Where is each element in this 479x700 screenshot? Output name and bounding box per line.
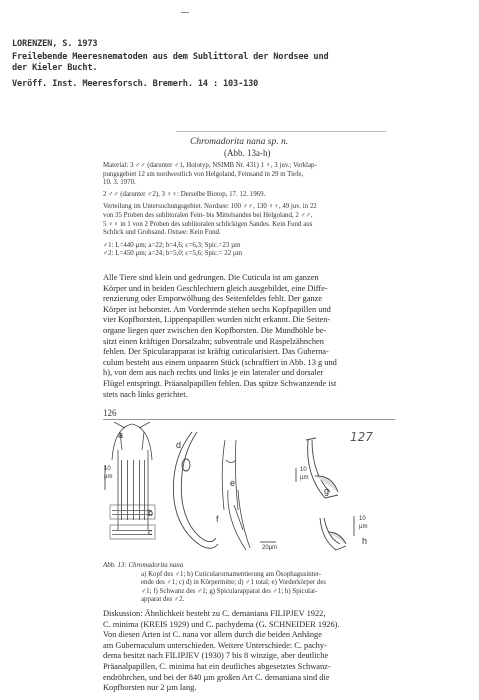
- author-line: LORENZEN, S. 1973: [12, 39, 98, 49]
- caption-line: ♂1; f) Schwanz des ♂1; g) Spicularapparat des ♂1; h) Spicular-: [141, 587, 318, 595]
- discussion-line: dema besitzt nach FILIPJEV (1930) 7 bis 8 winzige, aber deutliche: [103, 651, 329, 661]
- panel-label-h: h: [362, 536, 368, 546]
- journal-line: Veröff. Inst. Meeresforsch. Bremerh. 14 : 103-130: [12, 79, 259, 89]
- panel-h-spicule-drawing: [320, 518, 346, 550]
- material-line: 10. 3. 1970.: [103, 179, 136, 187]
- title-line-1: Freilebende Meeresnematoden aus dem Sublittoral der Nordsee und: [12, 52, 329, 62]
- handwritten-number: 127: [350, 430, 373, 444]
- scale-label-a-um: µm: [104, 474, 113, 480]
- discussion-paragraph: [103, 609, 403, 694]
- material-line: Material: 3 ♂♂ (darunter ♂1, Holotyp, NSIMB Nr. 431) 1 ♀, 3 juv.; Verklap-: [103, 162, 317, 169]
- material-line: Schlick und Grobsand. Ostsee: Kein Fund.: [103, 229, 221, 237]
- panel-label-d: d: [176, 440, 182, 450]
- description-line: sitzt einen kräftigen Dorsalzahn; subventrale und Raspelzähnchen: [103, 336, 324, 346]
- panel-label-f: f: [216, 514, 219, 524]
- measurement-line: ♂2: L=450 µm; a=24; b=5,0; c=5,6; Spic.= 22 µm: [103, 250, 243, 258]
- material-line: pungsgebiet 12 sm nordwestlich von Helgoland, Feinsand in 29 m Tiefe,: [103, 170, 304, 178]
- panel-label-c: c: [148, 527, 153, 537]
- species-title: Chromadorita nana sp. n.: [190, 137, 289, 147]
- title-line-2: der Kieler Bucht.: [12, 63, 98, 73]
- description-line: Körper und in beiden Geschlechtern gleich ausgebildet, eine Diffe-: [103, 283, 328, 293]
- description-line: organe liegen quer zwischen den Kopfborsten. Die Mundhöhle be-: [103, 325, 327, 335]
- description-line: fehlen. Der Spicularapparat ist kräftig cuticularisiert. Das Guberna-: [103, 347, 329, 357]
- description-line: Alle Tiere sind klein und gedrungen. Die Cuticula ist am ganzen: [103, 273, 319, 282]
- figure-caption: [103, 562, 403, 605]
- discussion-line: Von diesen Arten ist C. nana vor allem durch die beiden Anhänge: [103, 630, 322, 640]
- material-line: Verteilung im Untersuchungsgebiet. Nordsee: 100 ♂♂, 130 ♀♀, 49 juv. in 22: [103, 203, 317, 211]
- discussion-line: endröhrchen, und bei der 840 µm großen Art C. demaniana sind die: [103, 672, 330, 682]
- caption-line: apparat des ♂2.: [141, 596, 185, 603]
- panel-f-tail-drawing: [228, 490, 250, 550]
- caption-line: a) Kopf des ♂1; b) Cuticularornamentierung am Ösophagusinter-: [141, 570, 322, 578]
- description-line: stets nach links gerichtet.: [103, 389, 188, 399]
- page-number: 126: [103, 408, 117, 418]
- material-block: [103, 162, 393, 259]
- scale-label-a-10: 10: [104, 466, 111, 472]
- discussion-line: C. minima (KREIS 1929) und C. pachydema (G. SCHNEIDER 1926).: [103, 619, 340, 629]
- caption-title: Abb. 13: Chromadorita nana: [103, 562, 184, 569]
- scale-label-g-10: 10: [300, 467, 307, 473]
- description-line: Flügel entspringt. Präanalpapillen fehlen. Das spitze Schwanzende ist: [103, 378, 337, 388]
- panel-label-b: b: [148, 508, 154, 518]
- panel-label-e: e: [230, 478, 236, 488]
- caption-line: ende des ♂1; c) d) in Körpermitte; d) ♂1 total; e) Vorderkörper des: [141, 579, 326, 586]
- description-line: renzierung oder Emporwölbung des Seitenfeldes fehlt. Der ganze: [103, 294, 323, 304]
- description-line: Körper ist beborstet. Am Vorderende stehen sechs Kopfpapillen und: [103, 304, 331, 314]
- top-mark: [181, 12, 189, 13]
- scale-label-g-um: µm: [300, 475, 309, 481]
- discussion-line: am Gubernaculum unterschieden. Weitere Unterschiede: C. pachy-: [103, 640, 327, 650]
- description-line: h), von dem aus nach rechts und links je ein lateraler und dorsaler: [103, 368, 324, 378]
- figure-ref: (Abb. 13a-h): [224, 148, 271, 158]
- description-line: vier Kopfborsten, Lippenpapillen wurden nicht erkannt. Die Seiten-: [103, 315, 331, 325]
- description-paragraph: [103, 273, 395, 400]
- discussion-line: Diskussion: Ähnlichkeit besteht zu C. demaniana FILIPJEV 1922,: [103, 609, 326, 618]
- discussion-line: Kopfborsten nur 2 µm lang.: [103, 683, 197, 693]
- panel-label-g: g: [324, 486, 330, 496]
- scale-label-h-10: 10: [359, 516, 366, 522]
- heading-rule: [176, 131, 386, 132]
- panel-g-spicule-drawing: [306, 438, 338, 498]
- panel-e-forebody-drawing: [222, 440, 238, 510]
- material-line: 5 ♀♀ in 1 von 2 Proben des sublitoralen schlickigen Sandes. Kein Fund aus: [103, 220, 313, 228]
- scale-label-h-um: µm: [359, 524, 368, 530]
- discussion-line: Präanalpapillen, C. minima hat ein deutliches abgesetztes Schwanz-: [103, 661, 331, 671]
- panel-label-a: a: [118, 430, 124, 440]
- scale-label-20: 20µm: [262, 545, 278, 551]
- measurement-line: ♂1: L=440 µm; a=22; b=4,6; c=6,3; Spic.=23 µm: [103, 241, 241, 249]
- material-line: von 35 Proben des sublitoralen Fein- bis Mittelsandes bei Helgoland, 2 ♂♂,: [103, 211, 313, 219]
- material-line: 2 ♂♂ (darunter ♂2), 3 ♀♀: Derselbe Biotop, 17. 12. 1969.: [103, 190, 266, 198]
- description-line: culum besteht aus einem unpaaren Stück (schraffiert in Abb. 13 g und: [103, 357, 337, 367]
